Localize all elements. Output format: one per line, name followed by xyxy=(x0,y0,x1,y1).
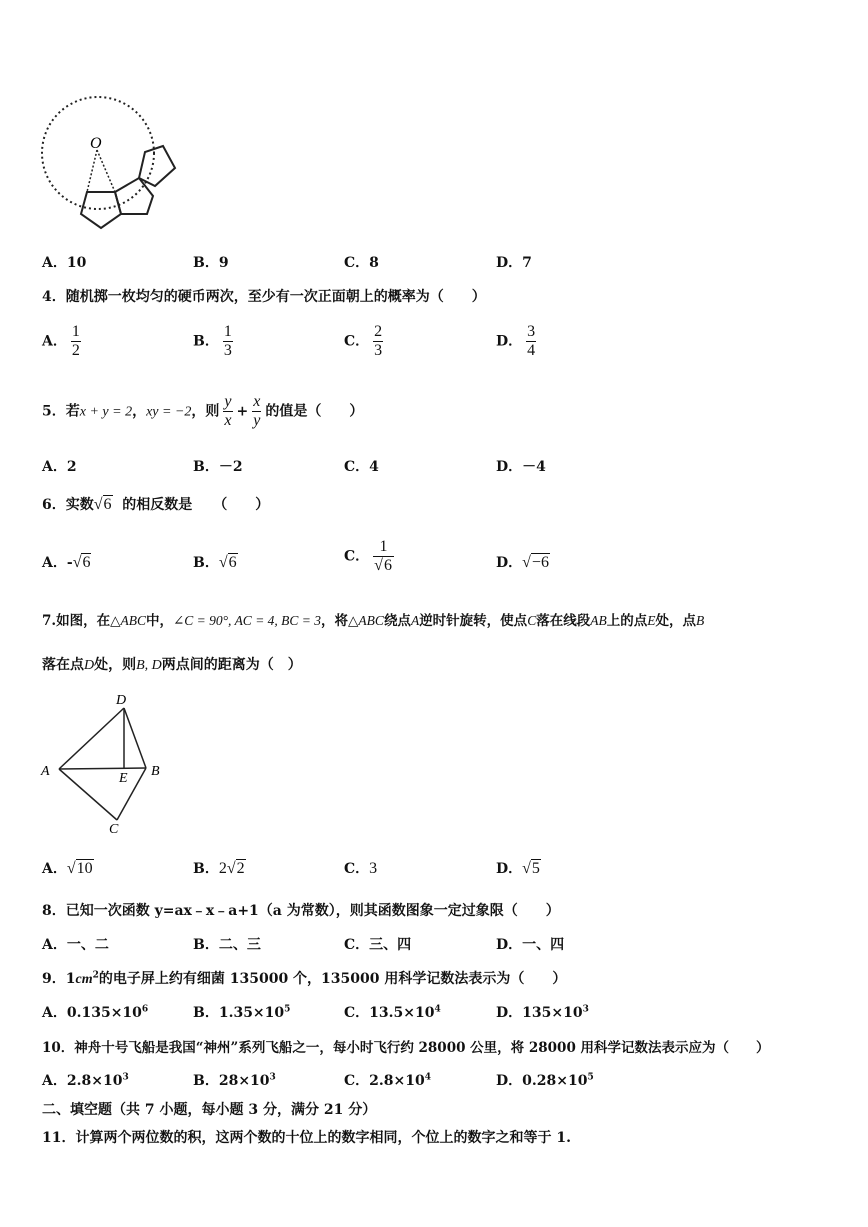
section-heading-fill-in: 二、填空题（共 7 小题，每小题 3 分，满分 21 分） xyxy=(42,1102,377,1118)
q9-stem: 9．$1cm^2$的电子屏上约有细菌 135000 个，135000 用科学记数法表示为（ ） xyxy=(42,970,567,987)
q7-stem-line2: 落在点D处，则B, D两点间的距离为（ ） xyxy=(42,657,302,673)
q5-option-c: C．4 xyxy=(344,459,379,475)
q10-option-c: C．$2.8\times 10^4$ xyxy=(344,1072,431,1089)
point-label-d: D xyxy=(116,693,127,708)
q7-option-c: C．3 xyxy=(344,860,378,877)
q6-option-d: D．√−6 xyxy=(496,554,549,571)
q8-option-a: A．一、二 xyxy=(42,937,109,953)
q5-stem: 5．若x + y = 2，xy = −2，则 $\frac{y}{x}$ + $\frac{x}{y}$ 的值是（ ） xyxy=(42,393,364,429)
q8-option-c: C．三、四 xyxy=(344,937,412,953)
point-label-b: B xyxy=(151,764,160,779)
q7-option-d: D．√5 xyxy=(496,860,540,877)
q8-stem: 8．已知一次函数 y=ax﹣x﹣a+1（a 为常数），则其函数图象一定过象限（ ） xyxy=(42,903,560,919)
q3-option-d: D．7 xyxy=(496,255,532,271)
q4-stem: 4．随机掷一枚均匀的硬币两次，至少有一次正面朝上的概率为（ ） xyxy=(42,289,486,305)
q5-option-d: D．－4 xyxy=(496,459,546,475)
q9-option-b: B．$1.35\times 10^5$ xyxy=(193,1004,291,1021)
q10-stem: 10．神舟十号飞船是我国“神州”系列飞船之一，每小时飞行约 28000 公里，将 28000 用科学记数法表示应为（ ） xyxy=(42,1040,770,1056)
q3-option-b: B．9 xyxy=(193,255,229,271)
q6-option-a: A．-√6 xyxy=(42,554,91,571)
q5-option-b: B．－2 xyxy=(193,459,243,475)
q6-stem: 6．实数√6 的相反数是 （ ） xyxy=(42,496,270,513)
point-label-a: A xyxy=(41,764,50,779)
q10-option-b: B．$28\times 10^3$ xyxy=(193,1072,276,1089)
q6-option-b: B．√6 xyxy=(193,554,237,571)
q7-stem-line1: 7.如图，在△ABC中，∠C = 90°, AC = 4, BC = 3，将△ABC绕点A逆时针旋转，使点C落在线段AB上的点E处，点B xyxy=(42,613,705,629)
q7-option-b: B．2√2 xyxy=(193,860,245,877)
q8-option-b: B．二、三 xyxy=(193,937,261,953)
point-label-c: C xyxy=(109,822,119,837)
q3-option-a: A．10 xyxy=(42,255,87,271)
q11-stem: 11．计算两个两位数的积，这两个数的十位上的数字相同，个位上的数字之和等于 1. xyxy=(42,1130,571,1146)
q6-option-c: C． $\frac{1}{√6}$ xyxy=(344,538,392,574)
q7-option-a: A．√10 xyxy=(42,860,93,877)
q3-option-c: C．8 xyxy=(344,255,379,271)
q10-option-d: D．$0.28\times 10^5$ xyxy=(496,1072,594,1089)
pentagon-circle-figure xyxy=(35,88,185,238)
q9-option-c: C．$13.5\times 10^4$ xyxy=(344,1004,441,1021)
q4-option-d: D． $\frac{3}{4}$ xyxy=(496,323,536,359)
rotated-triangle-figure xyxy=(35,688,175,838)
q9-option-d: D．$135\times 10^3$ xyxy=(496,1004,589,1021)
q5-option-a: A．2 xyxy=(42,459,77,475)
q4-option-a: A． $\frac{1}{2}$ xyxy=(42,323,80,359)
q4-option-b: B． $\frac{1}{3}$ xyxy=(193,323,232,359)
q9-option-a: A．$0.135\times 10^6$ xyxy=(42,1004,149,1021)
q10-option-a: A．$2.8\times 10^3$ xyxy=(42,1072,129,1089)
q4-option-c: C． $\frac{2}{3}$ xyxy=(344,323,383,359)
q8-option-d: D．一、四 xyxy=(496,937,565,953)
center-label-o: O xyxy=(90,135,102,152)
point-label-e: E xyxy=(119,771,128,786)
